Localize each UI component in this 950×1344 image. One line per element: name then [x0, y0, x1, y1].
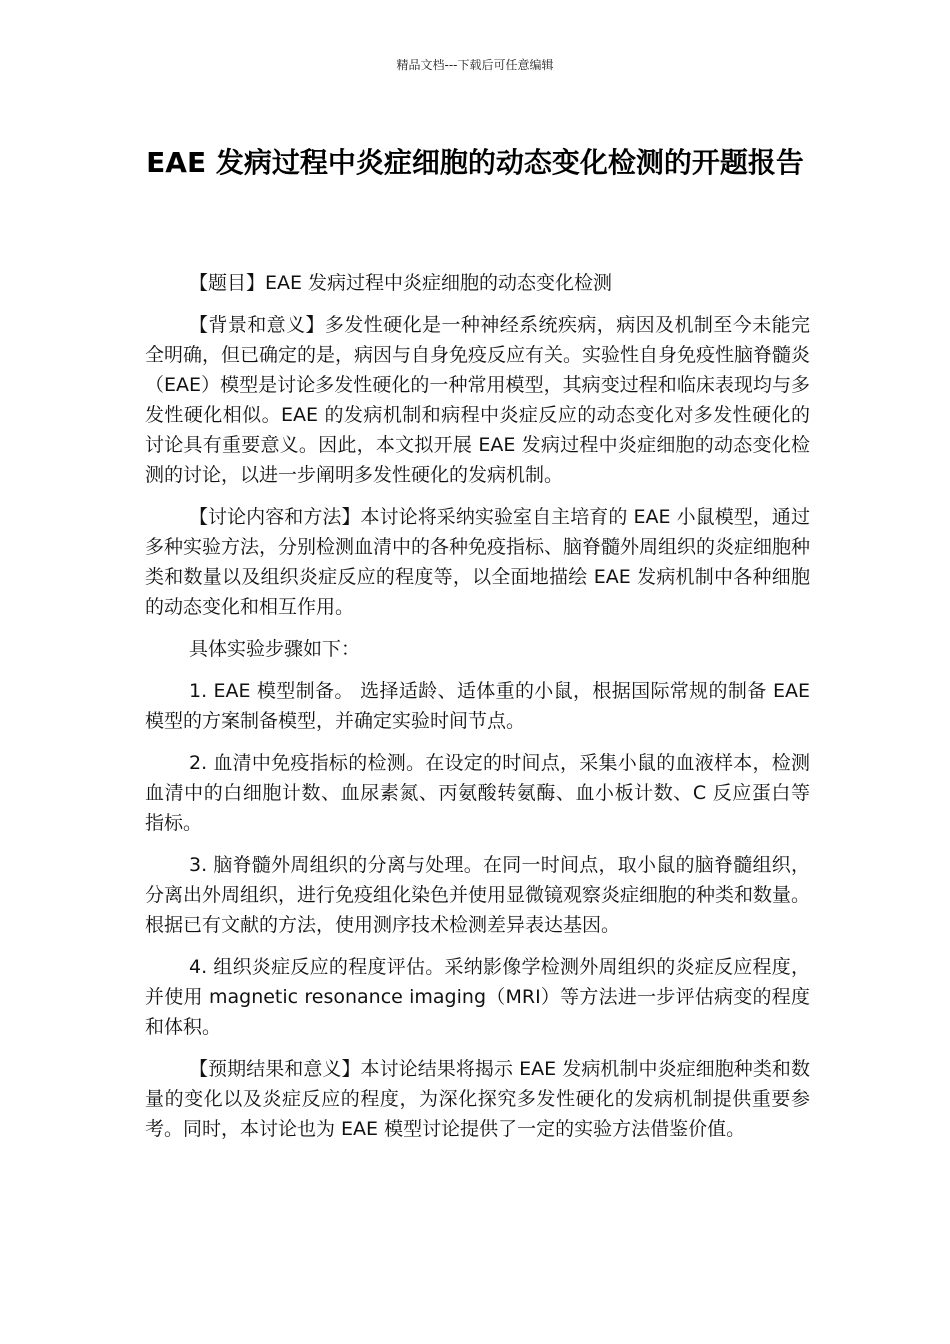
paragraph-step-1: 1. EAE 模型制备。 选择适龄、适体重的小鼠，根据国际常规的制备 EAE 模型的方案制备模型，并确定实验时间节点。 [145, 680, 810, 732]
document-title: EAE 发病过程中炎症细胞的动态变化检测的开题报告 [146, 146, 804, 179]
paragraph-step-2: 2. 血清中免疫指标的检测。在设定的时间点，采集小鼠的血液样本，检测血清中的白细胞计数、血尿素氮、丙氨酸转氨酶、血小板计数、C 反应蛋白等指标。 [145, 752, 810, 834]
paragraph-steps-intro: 具体实验步骤如下： [189, 638, 361, 660]
paragraph-methods: 【讨论内容和方法】本讨论将采纳实验室自主培育的 EAE 小鼠模型，通过多种实验方法，分别检测血清中的各种免疫指标、脑脊髓外周组织的炎症细胞种类和数量以及组织炎症反应的程度等，以全面地描绘 EAE 发病机制中各种细胞的动态变化和相互作用。 [145, 506, 811, 618]
header-note: 精品文档---下载后可任意编辑 [396, 58, 554, 72]
paragraph-topic: 【题目】EAE 发病过程中炎症细胞的动态变化检测 [189, 272, 613, 294]
document-body [145, 268, 810, 1156]
paragraph-background: 【背景和意义】多发性硬化是一种神经系统疾病，病因及机制至今未能完全明确，但已确定的是，病因与自身免疫反应有关。实验性自身免疫性脑脊髓炎（EAE）模型是讨论多发性硬化的一种常用模型，其病变过程和临床表现均与多发性硬化相似。EAE 的发病机制和病程中炎症反应的动态变化对多发性硬化的讨论具有重要意义。因此，本文拟开展 EAE 发病过程中炎症细胞的动态变化检测的讨论，以进一步阐明多发性硬化的发病机制。 [145, 314, 811, 486]
paragraph-step-4: 4. 组织炎症反应的程度评估。采纳影像学检测外周组织的炎症反应程度，并使用 magnetic resonance imaging（MRI）等方法进一步评估病变的程度和体积。 [145, 956, 810, 1038]
paragraph-expected-results: 【预期结果和意义】本讨论结果将揭示 EAE 发病机制中炎症细胞种类和数量的变化以及炎症反应的程度，为深化探究多发性硬化的发病机制提供重要参考。同时，本讨论也为 EAE 模型讨论提供了一定的实验方法借鉴价值。 [145, 1058, 810, 1140]
paragraph-step-3: 3. 脑脊髓外周组织的分离与处理。在同一时间点，取小鼠的脑脊髓组织，分离出外周组织，进行免疫组化染色并使用显微镜观察炎症细胞的种类和数量。根据已有文献的方法，使用测序技术检测差异表达基因。 [145, 854, 811, 936]
